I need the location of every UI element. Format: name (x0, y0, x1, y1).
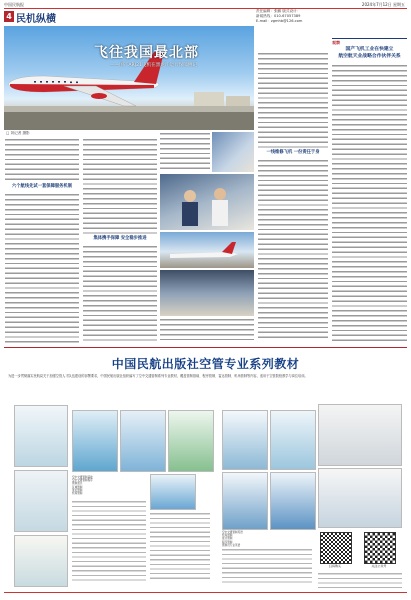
photo-crew (160, 174, 254, 230)
ad-top-rule (4, 347, 407, 348)
book-cover (318, 468, 402, 528)
book-title: 管制雷达 (72, 482, 83, 486)
crew-figures (160, 174, 254, 230)
feature-byline: □ 刘记者 摄影 (6, 131, 30, 135)
article-column-2 (83, 138, 157, 343)
feature-title: 飞往我国最北部 (94, 45, 199, 61)
qr-code-right[interactable] (364, 532, 396, 564)
book-title: 区域管制 (72, 485, 83, 489)
book-cover (14, 405, 68, 467)
feature-subtitle: ——国产ARJ21飞机在黑龙江运行保障侧记 (110, 63, 198, 68)
masthead-paper-name: 中国民航报 (4, 2, 24, 7)
book-list-detail-mid (150, 512, 210, 582)
photo-aircraft-ground (160, 232, 254, 268)
article-column-4 (258, 52, 328, 343)
book-list-detail-left (72, 500, 146, 582)
book-cover (120, 410, 166, 472)
bottom-rule (4, 592, 407, 593)
text-block (258, 52, 328, 148)
subhead-2: 集体携手保障 安全稳步推进 (93, 236, 147, 241)
qr-code-left[interactable] (320, 532, 352, 564)
section-page-badge: 4 (4, 11, 14, 22)
right-title-line-2: 航空航天业战略合作伙伴关系 (338, 53, 401, 59)
book-title: 空中交通管制基础 (72, 476, 93, 479)
right-article-label: 观察 (332, 40, 340, 45)
book-title: 雷达管制 (222, 537, 233, 541)
book-cover (14, 535, 68, 587)
text-block (72, 500, 146, 582)
book-cover (318, 404, 402, 466)
book-title: 空中交通管制英语 (222, 531, 243, 534)
book-cover (150, 474, 196, 510)
photo-cabin (160, 270, 254, 316)
ad-title: 中国民航出版社空管专业系列教材 (111, 357, 300, 371)
book-list-detail-right (222, 548, 312, 584)
qr-caption-right: 关注公众号 (371, 564, 387, 568)
right-article-rule (332, 38, 407, 39)
book-title: 机场管制 (72, 492, 83, 496)
book-cover (270, 472, 316, 530)
photo-captions (160, 318, 254, 343)
book-list-left (72, 476, 146, 495)
text-block (160, 132, 210, 172)
article-column-3-top (160, 132, 210, 172)
text-block (318, 572, 402, 588)
editor-info (256, 9, 406, 35)
text-block (83, 245, 157, 343)
aircraft-ground-shape (160, 232, 254, 268)
right-article-body (332, 64, 407, 343)
hotline-line: 新闻热线：010-67057389 (256, 14, 301, 18)
ad-intro: 为进一步贯彻落实民航局关于加强空管人才队伍建设的部署要求，中国民航出版社组织编写了空中交通管制系列专业教材，覆盖管制基础、程序管制、雷达管制、机场管制等内容，适用于空管院校教学与岗位培训。 (8, 374, 308, 378)
editor-line: 责任编辑：张鹏 版式设计： (256, 9, 301, 13)
text-block (83, 138, 157, 234)
book-list-right (222, 531, 312, 547)
qr-caption-left: 扫码购买 (328, 564, 341, 568)
text-block (160, 318, 254, 343)
text-block (150, 512, 210, 582)
text-block (258, 159, 328, 339)
text-block (332, 64, 407, 343)
text-block (5, 138, 79, 182)
right-title-line-1: 国产飞机工业在快建立 (345, 47, 394, 52)
text-block (5, 193, 79, 343)
photo-maintenance (212, 132, 254, 172)
email-line: E-mail：zgmhb@126.com (256, 19, 303, 23)
book-title: 程序管制 (222, 540, 233, 544)
book-title: 管制员专业英语 (222, 543, 241, 547)
book-cover (72, 410, 118, 472)
section-title: 民机纵横 (16, 14, 56, 25)
right-article-title (332, 47, 407, 60)
masthead-date: 2024年7月12日 星期五 (361, 2, 405, 7)
book-title: 空中交通管制程序 (72, 479, 93, 483)
book-cover (222, 410, 268, 470)
book-cover (168, 410, 214, 472)
book-title: 进近管制 (72, 488, 83, 492)
book-cover (270, 410, 316, 470)
book-title: 机场管制 (222, 534, 233, 538)
book-cover (222, 472, 268, 530)
publisher-info (318, 572, 402, 588)
book-cover (14, 470, 68, 532)
subhead-1: 六个航线先试一套保障服务机制 (11, 184, 73, 189)
text-block (222, 548, 312, 584)
subhead-3: 一线维修飞机 一份责任于身 (266, 150, 320, 155)
article-column-1 (5, 138, 79, 343)
